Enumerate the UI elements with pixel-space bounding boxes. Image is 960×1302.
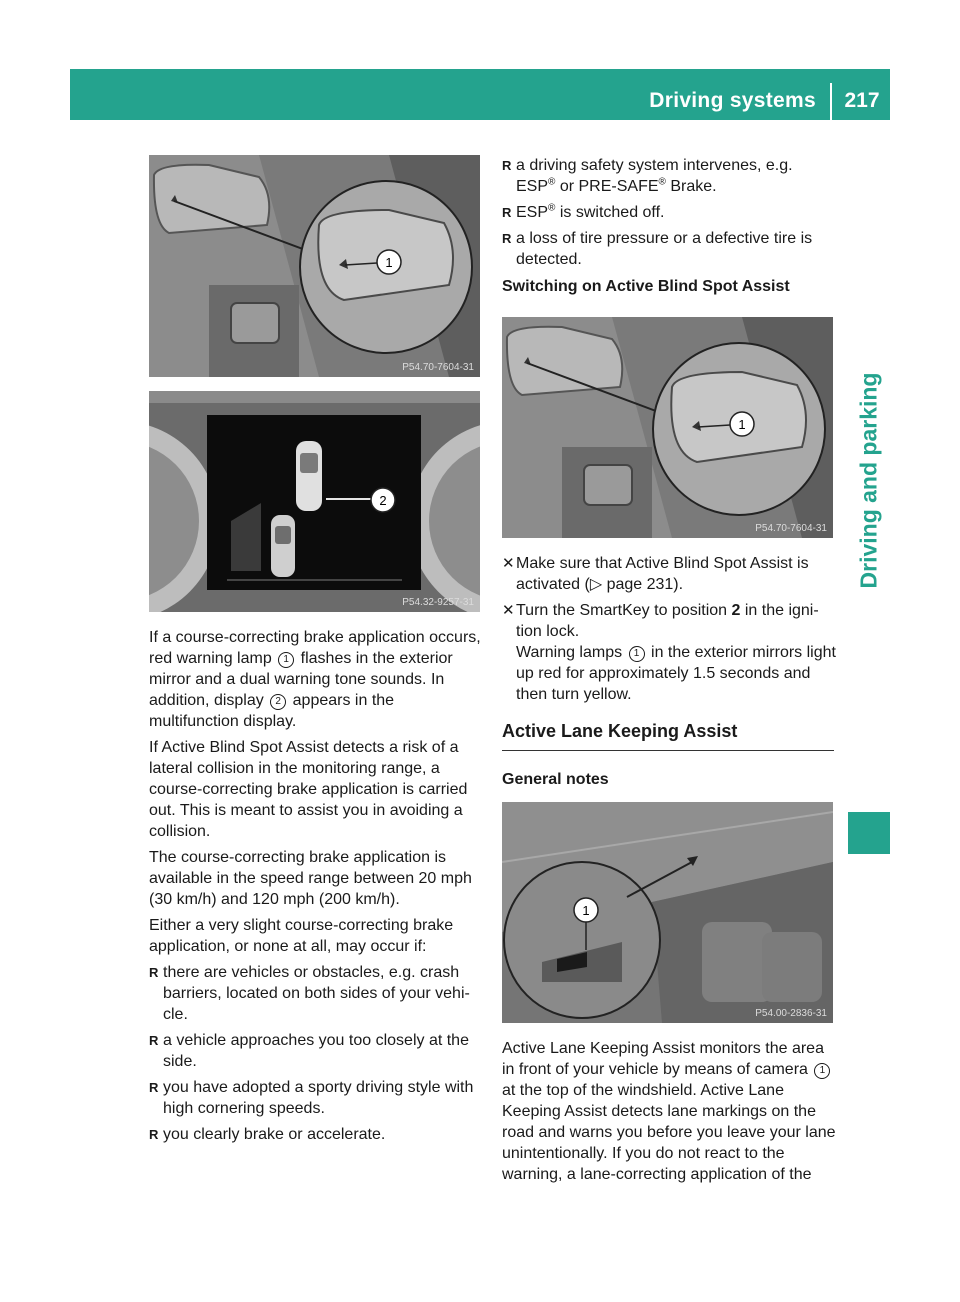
list-item: R a vehicle approaches you too closely at the side. bbox=[149, 1032, 469, 1070]
conditions-list bbox=[149, 962, 483, 1145]
heading-switching-on: Switching on Active Blind Spot Assist bbox=[502, 278, 790, 295]
list-item: R you have adopted a sporty driving style with high cornering speeds. bbox=[149, 1079, 474, 1117]
paragraph-lane-keeping: Active Lane Keeping Assist monitors the area in front of your vehicle by means of camera 1 at the top of the windshield. Active Lane Keeping Assist detects lane markings on the road and warns you before you leave your lane unintentionally. If you do not react to the warning, a lane-correcting application of the bbox=[502, 1040, 836, 1183]
left-column bbox=[149, 627, 483, 1150]
callout-1: 1 bbox=[582, 903, 590, 918]
right-column-middle bbox=[502, 553, 836, 800]
callout-ref-1: 1 bbox=[278, 652, 294, 668]
page-number: 217 bbox=[844, 89, 880, 112]
heading-general-notes: General notes bbox=[502, 771, 609, 788]
figure-windshield-camera bbox=[502, 802, 833, 1023]
list-item: R a driving safety system intervenes, e.g. ESP® or PRE-SAFE® Brake. bbox=[502, 157, 793, 195]
right-column-top bbox=[502, 155, 836, 307]
steps-list bbox=[502, 553, 836, 705]
section-heading: Active Lane Keeping Assist bbox=[502, 721, 834, 751]
callout-ref-2: 2 bbox=[270, 694, 286, 710]
paragraph-speed-range: The course-correcting brake application is available in the speed range between 20 mph (30 km/h) and 120 mph (200 km/h). bbox=[149, 849, 472, 908]
paragraph-lateral-collision: If Active Blind Spot Assist detects a risk of a lateral collision in the monitoring range, a course-correcting brake application is carried out. This is meant to assist you in avoiding a collision. bbox=[149, 739, 468, 840]
list-item: R ESP® is switched off. bbox=[502, 202, 665, 221]
header-separator bbox=[830, 83, 832, 120]
figure-code: P54.00-2836-31 bbox=[755, 1008, 827, 1019]
chapter-marker bbox=[848, 812, 890, 854]
paragraph-brake-application: If a course-correcting brake application occurs, red warning lamp 1 flashes in the exterior mirror and a dual warning tone sounds. In addition, display 2 appears in the multifunction display. bbox=[149, 629, 481, 730]
figure-code: P54.70-7604-31 bbox=[402, 362, 474, 373]
page-ref-arrow-icon: ▷ bbox=[589, 576, 603, 593]
callout-1: 1 bbox=[738, 417, 746, 432]
list-item: R a loss of tire pressure or a defective tire is detected. bbox=[502, 230, 813, 268]
conditions-list-continued bbox=[502, 155, 836, 270]
paragraph-conditions: Either a very slight course-correcting brake application, or none at all, may occur if: bbox=[149, 917, 454, 955]
page-header bbox=[70, 69, 890, 120]
figure-multifunction-display bbox=[149, 391, 480, 612]
header-title: Driving systems bbox=[649, 89, 816, 112]
right-column-bottom bbox=[502, 1038, 836, 1190]
list-item: R there are vehicles or obstacles, e.g. crash barriers, located on both sides of your vehi-cle. bbox=[149, 964, 470, 1023]
callout-ref-1: 1 bbox=[629, 646, 645, 662]
figure-code: P54.70-7604-31 bbox=[755, 523, 827, 534]
figure-exterior-mirror bbox=[149, 155, 480, 377]
chapter-tab bbox=[848, 240, 890, 720]
figure-exterior-mirror-2 bbox=[502, 317, 833, 538]
list-item: R you clearly brake or accelerate. bbox=[149, 1126, 386, 1143]
figure-code: P54.32-9257-31 bbox=[402, 597, 474, 608]
chapter-tab-label: Driving and parking bbox=[855, 372, 882, 588]
step-item: ✕ Turn the SmartKey to position 2 in the igni-tion lock. Warning lamps 1 in the exterior mirrors light up red for approximately 1.5 seconds and then turn yellow. bbox=[502, 602, 836, 703]
callout-ref-1: 1 bbox=[814, 1063, 830, 1079]
callout-1: 1 bbox=[385, 255, 393, 270]
callout-2: 2 bbox=[379, 493, 387, 508]
step-item: ✕ Make sure that Active Blind Spot Assist is activated (▷ page 231). bbox=[502, 555, 809, 593]
